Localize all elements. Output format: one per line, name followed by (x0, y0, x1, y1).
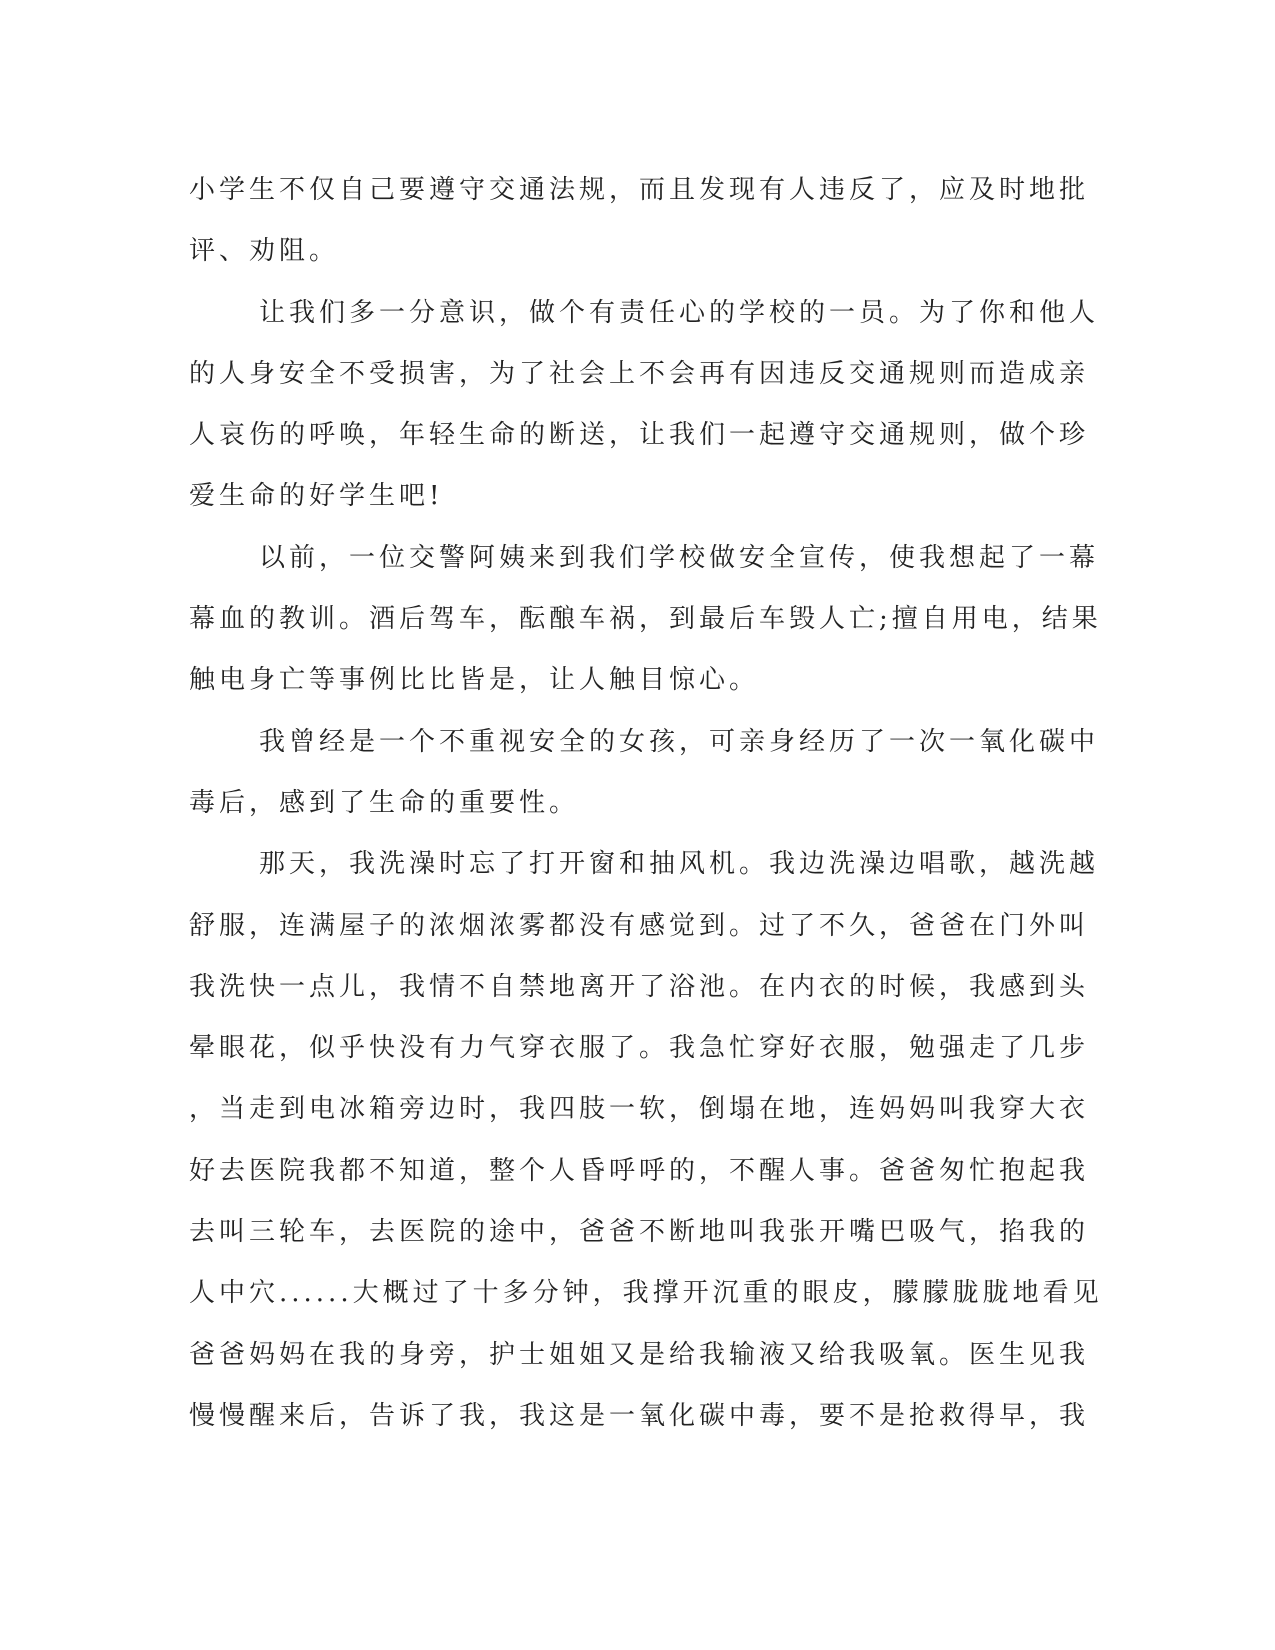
text-line: 人中穴......大概过了十多分钟，我撑开沉重的眼皮，朦朦胧胧地看见 (189, 1278, 1103, 1309)
text-line: 让我们多一分意识，做个有责任心的学校的一员。为了你和他人 (259, 297, 1100, 328)
text-line: 爱生命的好学生吧! (189, 481, 444, 512)
text-line: 好去医院我都不知道，整个人昏呼呼的，不醒人事。爸爸匆忙抱起我 (189, 1155, 1090, 1186)
text-line: 舒服，连满屋子的浓烟浓雾都没有感觉到。过了不久，爸爸在门外叫 (189, 910, 1090, 941)
text-line: 以前，一位交警阿姨来到我们学校做安全宣传，使我想起了一幕 (259, 542, 1100, 573)
text-line: 触电身亡等事例比比皆是，让人触目惊心。 (189, 665, 760, 696)
text-line: 慢慢醒来后，告诉了我，我这是一氧化碳中毒，要不是抢救得早，我 (189, 1400, 1090, 1431)
text-line: 毒后，感到了生命的重要性。 (189, 787, 580, 818)
text-line: 我洗快一点儿，我情不自禁地离开了浴池。在内衣的时候，我感到头 (189, 971, 1090, 1002)
text-line: 晕眼花，似乎快没有力气穿衣服了。我急忙穿好衣服，勉强走了几步 (189, 1033, 1090, 1064)
text-line: ，当走到电冰箱旁边时，我四肢一软，倒塌在地，连妈妈叫我穿大衣 (189, 1094, 1090, 1125)
text-line: 那天，我洗澡时忘了打开窗和抽风机。我边洗澡边唱歌，越洗越 (259, 849, 1100, 880)
text-line: 小学生不仅自己要遵守交通法规，而且发现有人违反了，应及时地批 (189, 175, 1090, 205)
text-line: 评、劝阻。 (189, 236, 340, 267)
text-line: 爸爸妈妈在我的身旁，护士姐姐又是给我输液又给我吸氧。医生见我 (189, 1339, 1090, 1370)
text-line: 人哀伤的呼唤，年轻生命的断送，让我们一起遵守交通规则，做个珍 (189, 420, 1090, 451)
text-line: 去叫三轮车，去医院的途中，爸爸不断地叫我张开嘴巴吸气，掐我的 (189, 1217, 1090, 1248)
text-line: 我曾经是一个不重视安全的女孩，可亲身经历了一次一氧化碳中 (259, 726, 1100, 757)
text-line: 的人身安全不受损害，为了社会上不会再有因违反交通规则而造成亲 (189, 358, 1090, 389)
document-body (189, 160, 1103, 1447)
text-line: 幕血的教训。酒后驾车，酝酿车祸，到最后车毁人亡;擅自用电，结果 (189, 604, 1102, 635)
